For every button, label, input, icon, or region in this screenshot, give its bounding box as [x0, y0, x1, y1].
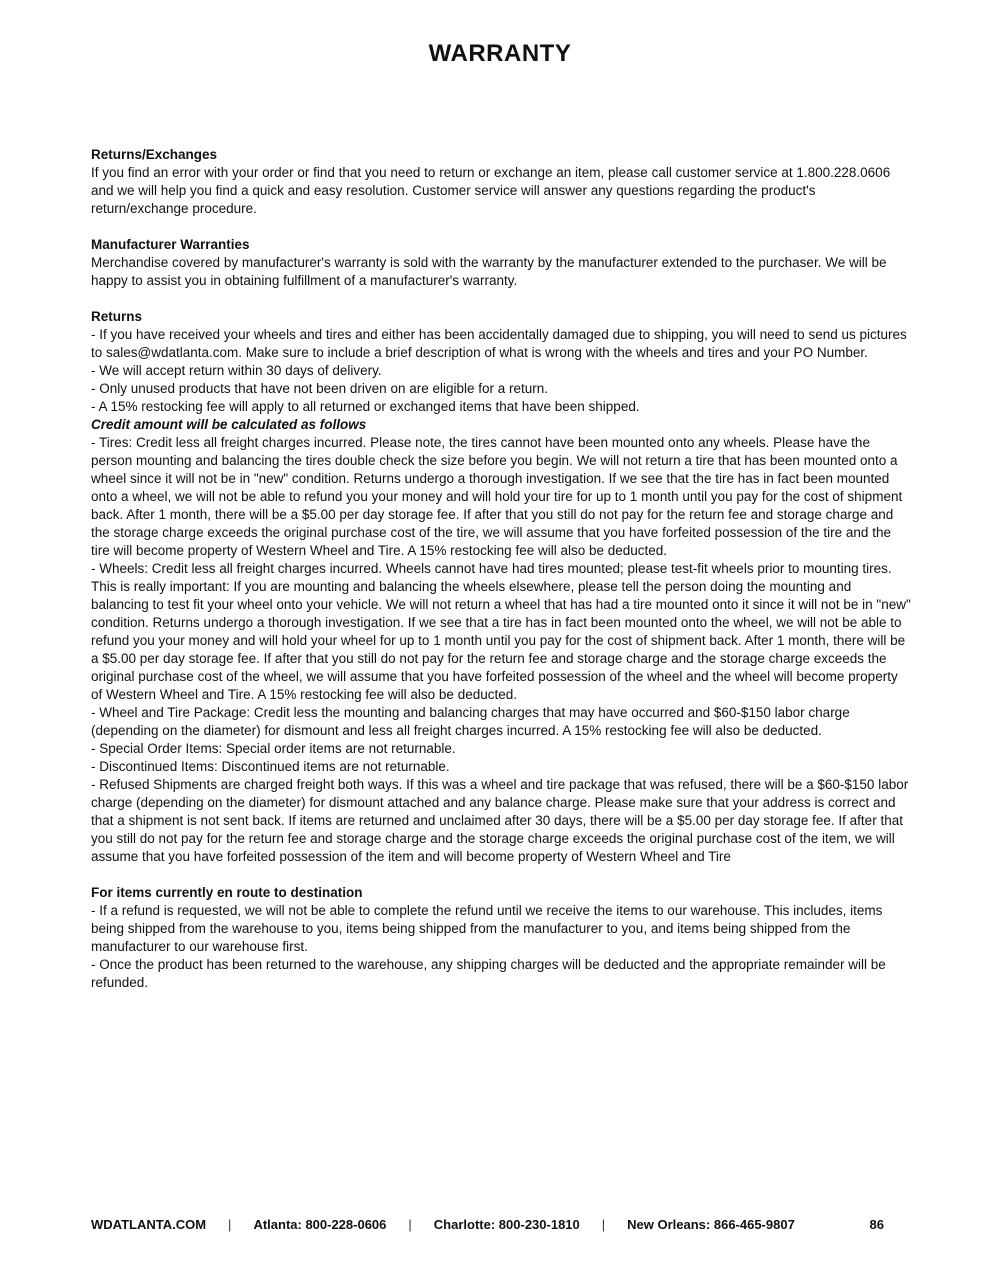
- section-items-en-route: [91, 884, 912, 992]
- page-title: WARRANTY: [428, 40, 572, 67]
- footer-phone-new-orleans: New Orleans: 866-465-9807: [627, 1217, 795, 1232]
- section-manufacturer-warranties: [91, 236, 912, 290]
- bullet-damaged-shipping: - If you have received your wheels and tires and either has been accidentally damaged due to shipping, you will need to send us pictures to sales@wdatlanta.com. Make sure to include a brief description of what is wrong with the wheels and tires and your PO Number.: [91, 327, 907, 360]
- paragraph: If you find an error with your order or find that you need to return or exchange an item, please call customer service at 1.800.228.0606 and we will help you find a quick and easy resolution. Customer service will answer any questions regarding the product's return/exchange procedure.: [91, 165, 891, 216]
- bullet-discontinued-items: - Discontinued Items: Discontinued items are not returnable.: [91, 759, 450, 774]
- section-credit-calculation: [91, 416, 912, 866]
- bullet-30-days: - We will accept return within 30 days of delivery.: [91, 363, 382, 378]
- section-returns-exchanges: [91, 146, 912, 218]
- footer-phone-charlotte: Charlotte: 800-230-1810: [433, 1217, 580, 1232]
- section-heading-returns-exchanges: Returns/Exchanges: [91, 147, 218, 162]
- bullet-unused-products: - Only unused products that have not been driven on are eligible for a return.: [91, 381, 549, 396]
- section-heading-items-en-route: For items currently en route to destination: [91, 885, 363, 900]
- bullet-wheels: - Wheels: Credit less all freight charges incurred. Wheels cannot have had tires mounted; please test-fit wheels prior to mounting tires. This is really important: If you are mounting and balancing the wheels elsewhere, please tell the person doing the mounting and balancing to test fit your wheel onto your vehicle. We will not return a wheel that has had a tire mounted onto it since it will not be in "new" condition. Returns undergo a thorough investigation. If we see that a tire has in fact been mounted onto the wheel, we will not be able to refund you your money and will hold your wheel for up to 1 month until you pay for the cost of shipment back. After 1 month, there will be a $5.00 per day storage fee. If after that you still do not pay for the return fee and storage charge and the storage charge exceeds the original purchase cost of the wheel, we will assume that you have forfeited possession of the wheel and the wheel will become property of Western Wheel and Tire. A 15% restocking fee will also be deducted.: [91, 561, 911, 702]
- footer-website: WDATLANTA.COM: [91, 1217, 207, 1232]
- footer-separator: |: [228, 1217, 232, 1232]
- paragraph: Merchandise covered by manufacturer's warranty is sold with the warranty by the manufacturer extended to the purchaser. We will be happy to assist you in obtaining fulfillment of a manufacturer's warranty.: [91, 255, 887, 288]
- section-returns: [91, 308, 912, 416]
- document-body: [91, 146, 912, 992]
- footer-separator: |: [408, 1217, 412, 1232]
- section-heading-credit-calculation: Credit amount will be calculated as follows: [91, 417, 367, 432]
- bullet-wheel-tire-package: - Wheel and Tire Package: Credit less the mounting and balancing charges that may have occurred and $60-$150 labor charge (depending on the diameter) for dismount and less all freight charges incurred. A 15% restocking fee will also be deducted.: [91, 705, 850, 738]
- bullet-returned-to-warehouse: - Once the product has been returned to the warehouse, any shipping charges will be deducted and the appropriate remainder will be refunded.: [91, 957, 886, 990]
- section-heading-manufacturer-warranties: Manufacturer Warranties: [91, 237, 250, 252]
- bullet-restocking-fee: - A 15% restocking fee will apply to all returned or exchanged items that have been shipped.: [91, 399, 640, 414]
- footer-phone-atlanta: Atlanta: 800-228-0606: [253, 1217, 387, 1232]
- bullet-refused-shipments: - Refused Shipments are charged freight both ways. If this was a wheel and tire package that was refused, there will be a $60-$150 labor charge (depending on the diameter) for dismount attached and any balance charge. Please make sure that your address is correct and that a shipment is not sent back. If items are returned and unclaimed after 30 days, there will be a $5.00 per day storage fee. If after that you still do not pay for the return fee and storage charge and the storage charge exceeds the original purchase cost of the item, we will assume that you have forfeited possession of the item and will become property of Western Wheel and Tire: [91, 777, 909, 864]
- footer-separator: |: [601, 1217, 606, 1232]
- section-heading-returns: Returns: [91, 309, 143, 324]
- bullet-tires: - Tires: Credit less all freight charges incurred. Please note, the tires cannot have been mounted onto any wheels. Please have the person mounting and balancing the tires double check the size before you begin. We will not return a tire that has been mounted onto a wheel since it will not be in "new" condition. Returns undergo a thorough investigation. If we see that the tire has in fact been mounted onto a wheel, we will not be able to refund you your money and will hold your tire for up to 1 month until you pay for the cost of shipment back. After 1 month, there will be a $5.00 per day storage fee. If after that you still do not pay for the return fee and storage charge and the storage charge exceeds the original purchase cost of the tire, we will assume that you have forfeited possession of the tire and the tire will become property of Western Wheel and Tire. A 15% restocking fee will also be deducted.: [91, 435, 903, 558]
- page-number: 86: [869, 1217, 884, 1232]
- page-footer: [91, 1216, 912, 1234]
- bullet-special-order-items: - Special Order Items: Special order items are not returnable.: [91, 741, 456, 756]
- bullet-refund-requested: - If a refund is requested, we will not be able to complete the refund until we receive the items to our warehouse. This includes, items being shipped from the warehouse to you, items being shipped from the manufacturer to you, and items being shipped from the manufacturer to our warehouse first.: [91, 903, 883, 954]
